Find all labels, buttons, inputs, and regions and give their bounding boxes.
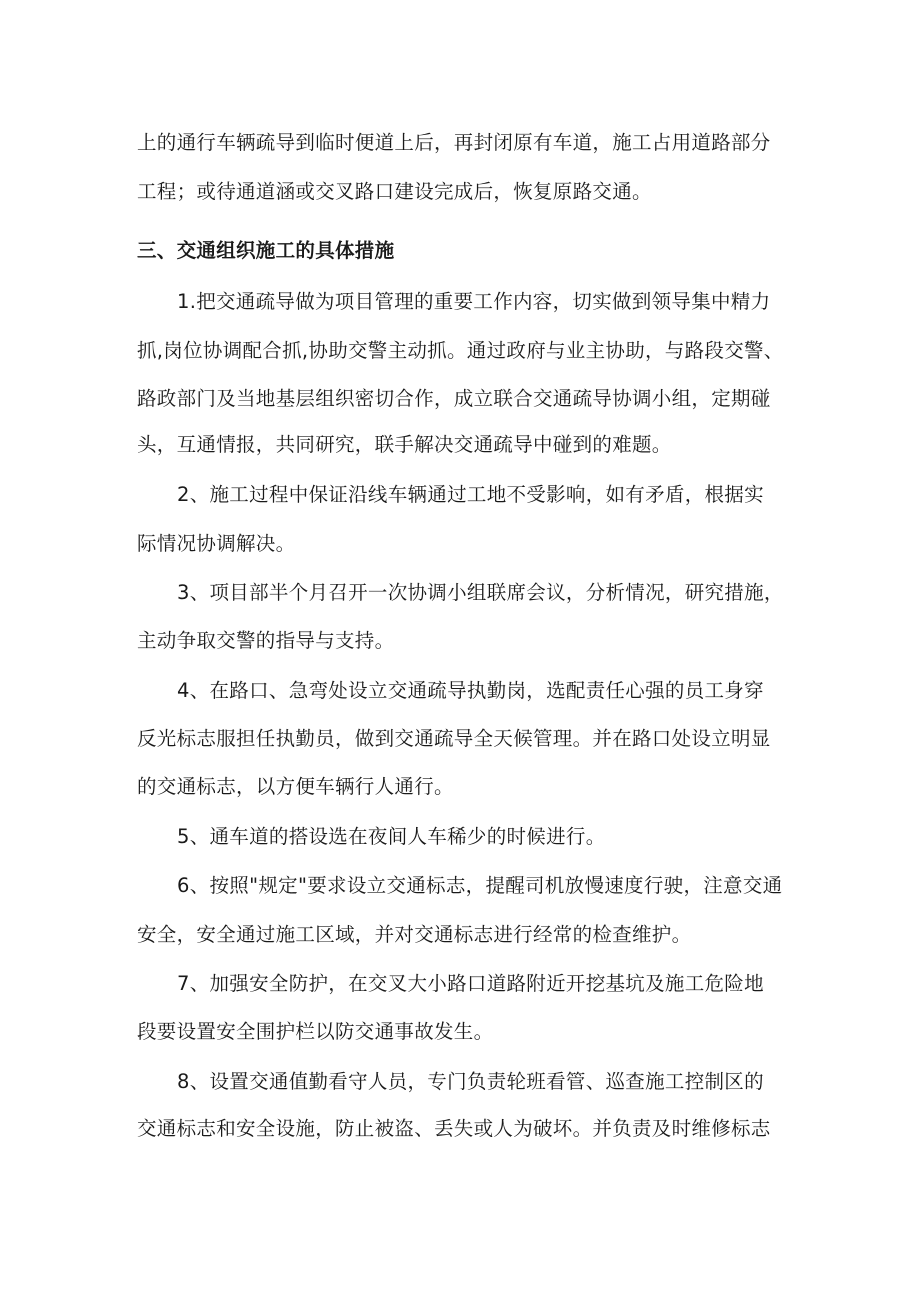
intro-line-2: 工程；或待通道涵或交叉路口建设完成后，恢复原路交通。 bbox=[137, 180, 652, 203]
intro-line-1: 上的通行车辆疏导到临时便道上后，再封闭原有车道，施工占用道路部分 bbox=[137, 131, 771, 154]
paragraph-4-line-1: 4、在路口、急弯处设立交通疏导执勤岗，选配责任心强的员工身穿 bbox=[177, 679, 764, 702]
paragraph-1-line-1: 1.把交通疏导做为项目管理的重要工作内容，切实做到领导集中精力 bbox=[177, 290, 771, 313]
paragraph-2-line-1: 2、施工过程中保证沿线车辆通过工地不受影响，如有矛盾，根据实 bbox=[177, 483, 764, 506]
paragraph-1-line-4: 头，互通情报，共同研究，联手解决交通疏导中碰到的难题。 bbox=[137, 433, 672, 456]
paragraph-8-line-1: 8、设置交通值勤看守人员，专门负责轮班看管、巡查施工控制区的 bbox=[177, 1070, 764, 1093]
paragraph-3-line-2: 主动争取交警的指导与支持。 bbox=[137, 629, 395, 652]
paragraph-7-line-1: 7、加强安全防护，在交叉大小路口道路附近开挖基坑及施工危险地 bbox=[177, 972, 764, 995]
paragraph-6-line-2: 安全，安全通过施工区域，并对交通标志进行经常的检查维护。 bbox=[137, 923, 692, 946]
paragraph-8-line-2: 交通标志和安全设施，防止被盗、丢失或人为破坏。并负责及时维修标志 bbox=[137, 1117, 771, 1140]
paragraph-4-line-3: 的交通标志，以方便车辆行人通行。 bbox=[137, 775, 454, 798]
paragraph-1-line-3: 路政部门及当地基层组织密切合作，成立联合交通疏导协调小组，定期碰 bbox=[137, 387, 771, 410]
paragraph-1-line-2: 抓,岗位协调配合抓,协助交警主动抓。通过政府与业主协助，与路段交警、 bbox=[137, 339, 784, 362]
section-heading: 三、交通组织施工的具体措施 bbox=[137, 239, 395, 262]
paragraph-2-line-2: 际情况协调解决。 bbox=[137, 532, 296, 555]
paragraph-7-line-2: 段要设置安全围护栏以防交通事故发生。 bbox=[137, 1020, 494, 1043]
paragraph-6-line-1: 6、按照"规定"要求设立交通标志，提醒司机放慢速度行驶，注意交通 bbox=[177, 874, 783, 897]
paragraph-3-line-1: 3、项目部半个月召开一次协调小组联席会议，分析情况，研究措施， bbox=[177, 581, 784, 604]
paragraph-5-line-1: 5、通车道的搭设选在夜间人车稀少的时候进行。 bbox=[177, 825, 606, 848]
paragraph-4-line-2: 反光标志服担任执勤员，做到交通疏导全天候管理。并在路口处设立明显 bbox=[137, 727, 771, 750]
